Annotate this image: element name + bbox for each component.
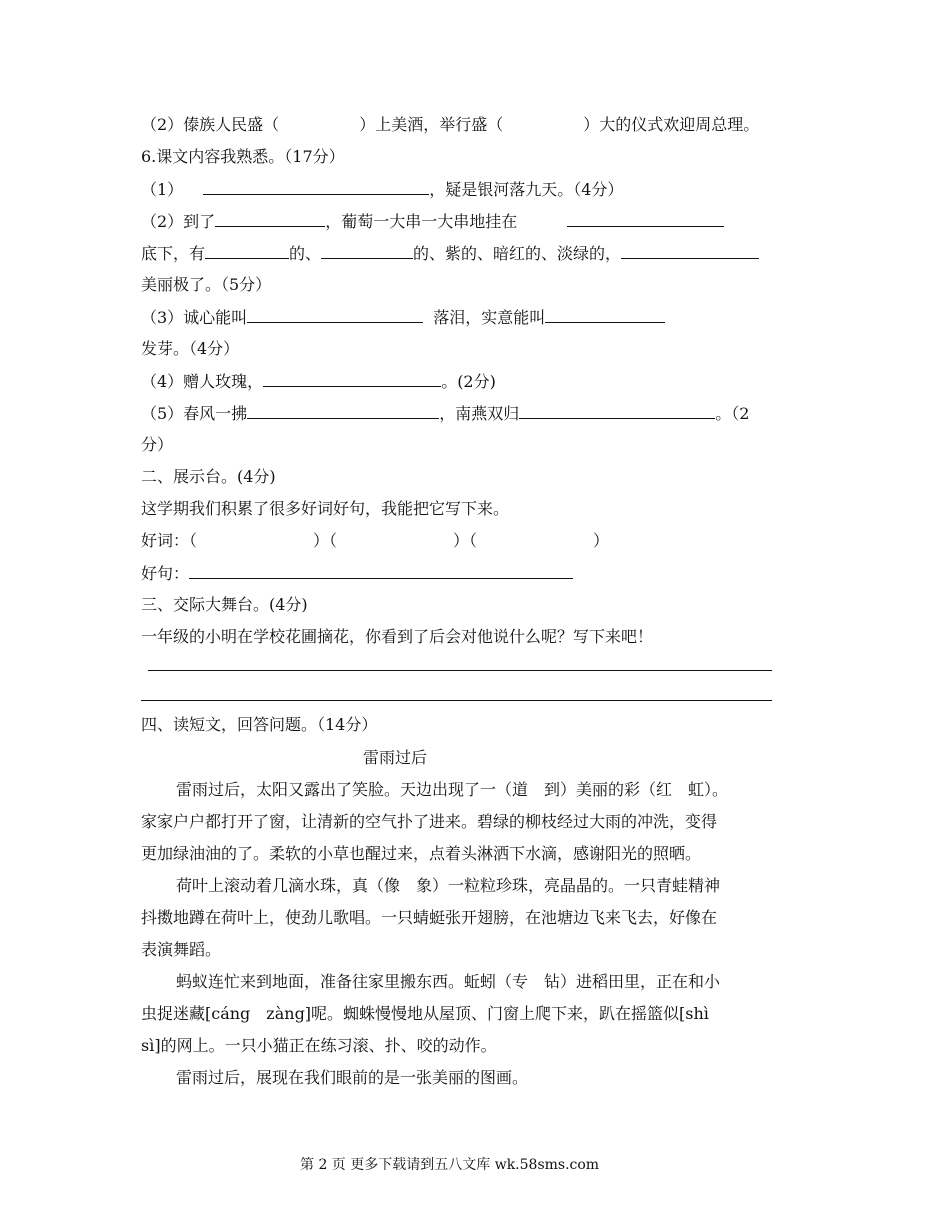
q6-1-label: （1）: [141, 180, 184, 199]
passage-p3-line-2: 虫捉迷藏[cáng zàng]呢。蜘蛛慢慢地从屋顶、门窗上爬下来，趴在摇篮似[shì: [141, 1004, 709, 1023]
passage-p1-line-3: 更加绿油油的了。柔软的小草也醒过来，点着头淋洒下水滴，感谢阳光的照晒。: [141, 844, 702, 863]
q6-3-b: 的、: [289, 244, 322, 263]
q6-2-text: ，葡萄一大串一大串地挂在: [325, 212, 518, 231]
q6-title: 6.课文内容我熟悉。（17分）: [141, 147, 345, 166]
q6-line-6: 发芽。（4分）: [141, 339, 240, 358]
passage-p2-line-3: 表演舞蹈。: [141, 940, 222, 959]
passage-p2-line-2: 抖擞地蹲在荷叶上，使劲儿歌唱。一只蜻蜓张开翅膀，在池塘边飞来飞去，好像在: [141, 908, 718, 927]
q6-line-5: [141, 307, 665, 328]
answer-blank[interactable]: [567, 211, 724, 227]
q6-1-text: ，疑是银河落九天。（4分）: [429, 180, 624, 199]
answer-blank[interactable]: [321, 243, 413, 259]
section-2-title: 二、展示台。(4分): [141, 467, 276, 486]
q6-line-1: [141, 179, 623, 200]
answer-blank[interactable]: [621, 243, 759, 259]
good-sentence-label: 好句：: [141, 564, 190, 583]
good-words-p3: ）: [593, 531, 610, 550]
q6-7-a: （4）赠人玫瑰，: [141, 372, 264, 391]
answer-blank[interactable]: [519, 403, 715, 419]
passage-p3-line-1: 蚂蚁连忙来到地面，准备往家里搬东西。蚯蚓（专 钻）进稻田里，正在和小: [176, 972, 721, 991]
passage-title: 雷雨过后: [363, 748, 428, 767]
answer-blank[interactable]: [247, 307, 423, 323]
good-words-p1: ）（: [313, 531, 338, 550]
q6-8-b: ，南燕双归: [439, 404, 520, 423]
good-words-p2: ）（: [453, 531, 478, 550]
q6-line-2: [141, 211, 724, 232]
q6-8-c: 。（2: [715, 404, 750, 423]
q6-line-9: 分）: [141, 435, 174, 454]
answer-blank[interactable]: [203, 179, 429, 195]
q5-2-part-a: （2）傣族人民盛（: [141, 115, 280, 134]
section-4-title: 四、读短文，回答问题。（14分）: [141, 715, 378, 734]
answer-blank[interactable]: [545, 307, 665, 323]
q6-3-c: 的、紫的、暗红的、淡绿的，: [413, 244, 622, 263]
answer-blank[interactable]: [205, 243, 289, 259]
q6-3-a: 底下，有: [141, 244, 206, 263]
passage-p3-line-3: sì]的网上。一只小猫正在练习滚、扑、咬的动作。: [141, 1036, 497, 1055]
section-3-prompt: 一年级的小明在学校花圃摘花，你看到了后会对他说什么呢？写下来吧！: [141, 627, 654, 646]
q5-2-line: [141, 115, 759, 135]
q6-5-b: 落泪，实意能叫: [433, 308, 546, 327]
answer-rule-2[interactable]: [141, 700, 772, 701]
q6-8-a: （5）春风一拂: [141, 404, 248, 423]
section-3-title: 三、交际大舞台。(4分): [141, 595, 308, 614]
answer-blank[interactable]: [247, 403, 439, 419]
answer-blank[interactable]: [215, 211, 325, 227]
q6-line-4: 美丽极了。（5分）: [141, 275, 272, 294]
q6-line-7: [141, 371, 496, 392]
q6-7-b: 。(2分): [441, 372, 496, 391]
answer-blank[interactable]: [263, 371, 441, 387]
good-words-label: 好词：（: [141, 531, 198, 550]
section-2-intro: 这学期我们积累了很多好词好句，我能把它写下来。: [141, 499, 510, 518]
q6-line-8: [141, 403, 749, 424]
good-words-line: [141, 531, 609, 551]
answer-blank[interactable]: [189, 563, 573, 579]
q5-2-part-b: ）上美酒，举行盛（: [359, 115, 504, 134]
page-footer: 第 2 页 更多下载请到五八文库 wk.58sms.com: [300, 1157, 600, 1173]
passage-p2-line-1: 荷叶上滚动着几滴水珠，真（像 象）一粒粒珍珠，亮晶晶的。一只青蛙精神: [176, 876, 721, 895]
q5-2-part-c: ）大的仪式欢迎周总理。: [583, 115, 760, 134]
q6-5-a: （3）诚心能叫: [141, 308, 248, 327]
passage-p1-line-1: 雷雨过后，太阳又露出了笑脸。天边出现了一（道 到）美丽的彩（红 虹）。: [176, 780, 729, 799]
answer-rule-1[interactable]: [148, 670, 772, 671]
good-sentence-line: [141, 563, 573, 584]
passage-p4: 雷雨过后，展现在我们眼前的是一张美丽的图画。: [176, 1068, 529, 1087]
passage-p1-line-2: 家家户户都打开了窗，让清新的空气扑了进来。碧绿的柳枝经过大雨的冲洗，变得: [141, 812, 718, 831]
q6-2-label: （2）到了: [141, 212, 216, 231]
q6-line-3: [141, 243, 759, 264]
